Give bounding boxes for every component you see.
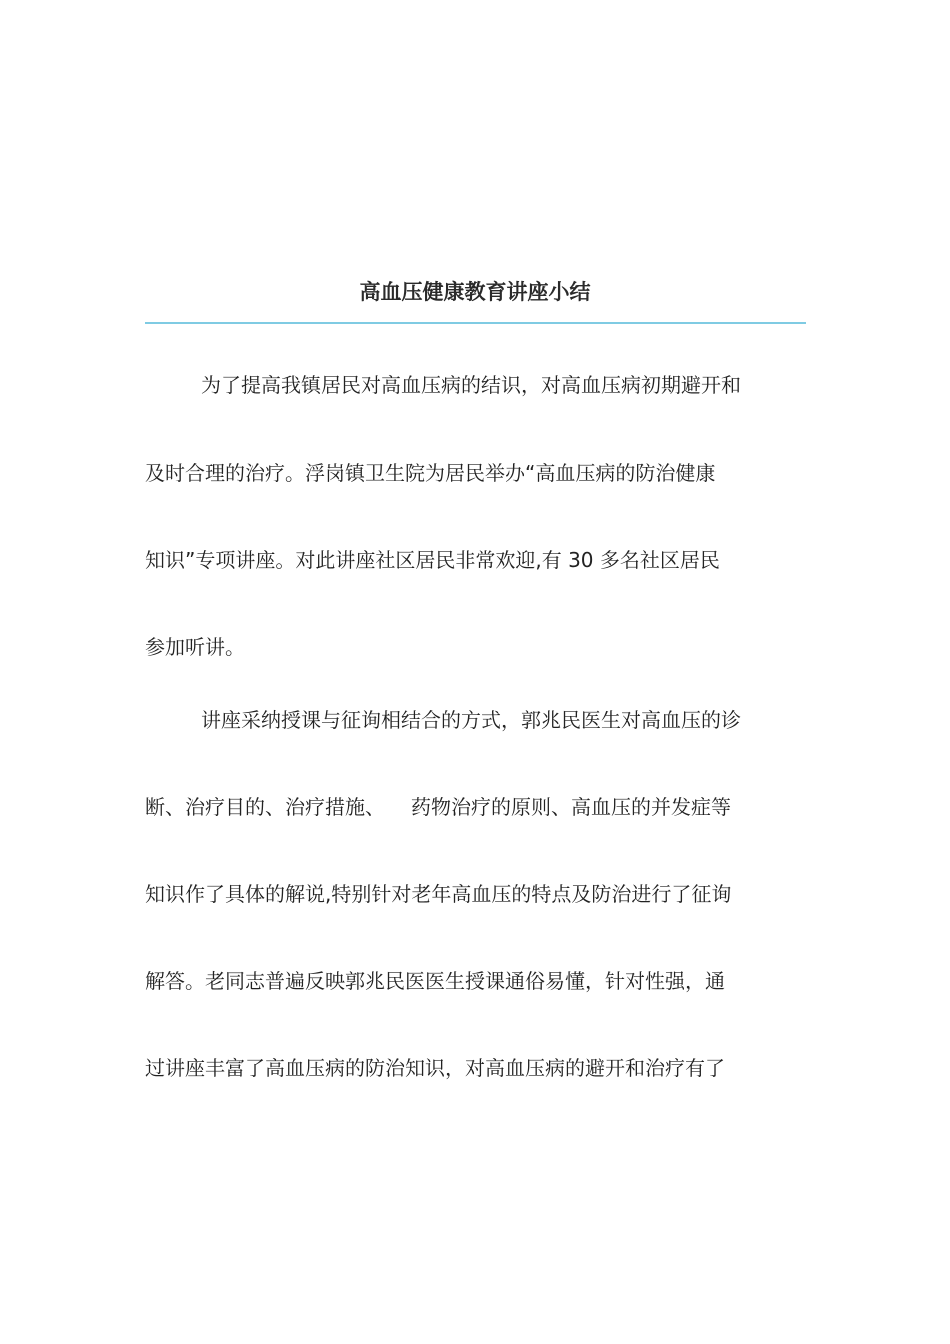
paragraph-2-line-1: 讲座采纳授课与征询相结合的方式，郭兆民医生对高血压的诊 <box>201 708 741 732</box>
paragraph-2-line-5: 过讲座丰富了高血压病的防治知识，对高血压病的避开和治疗有了 <box>145 1056 725 1080</box>
paragraph-1-line-4: 参加听讲。 <box>145 635 245 659</box>
paragraph-2-line-4: 解答。老同志普遍反映郭兆民医医生授课通俗易懂，针对性强，通 <box>145 969 725 993</box>
document-title: 高血压健康教育讲座小结 <box>359 280 591 304</box>
paragraph-2-line-2 <box>145 792 810 822</box>
paragraph-2-line-3: 知识作了具体的解说,特别针对老年高血压的特点及防治进行了征询 <box>145 882 732 906</box>
paragraph-1-line-2: 及时合理的治疗。浮岗镇卫生院为居民举办“高血压病的防治健康 <box>145 461 716 485</box>
paragraph-1-line-1: 为了提高我镇居民对高血压病的结识，对高血压病初期避开和 <box>201 373 741 397</box>
paragraph-1-line-3: 知识”专项讲座。对此讲座社区居民非常欢迎,有 30 多名社区居民 <box>145 548 720 572</box>
paragraph-2-line-2-part-2: 药物治疗的原则、高血压的并发症等 <box>411 795 731 819</box>
paragraph-2-line-2-part-1: 断、治疗目的、治疗措施、 <box>145 795 385 819</box>
title-divider <box>145 322 806 324</box>
